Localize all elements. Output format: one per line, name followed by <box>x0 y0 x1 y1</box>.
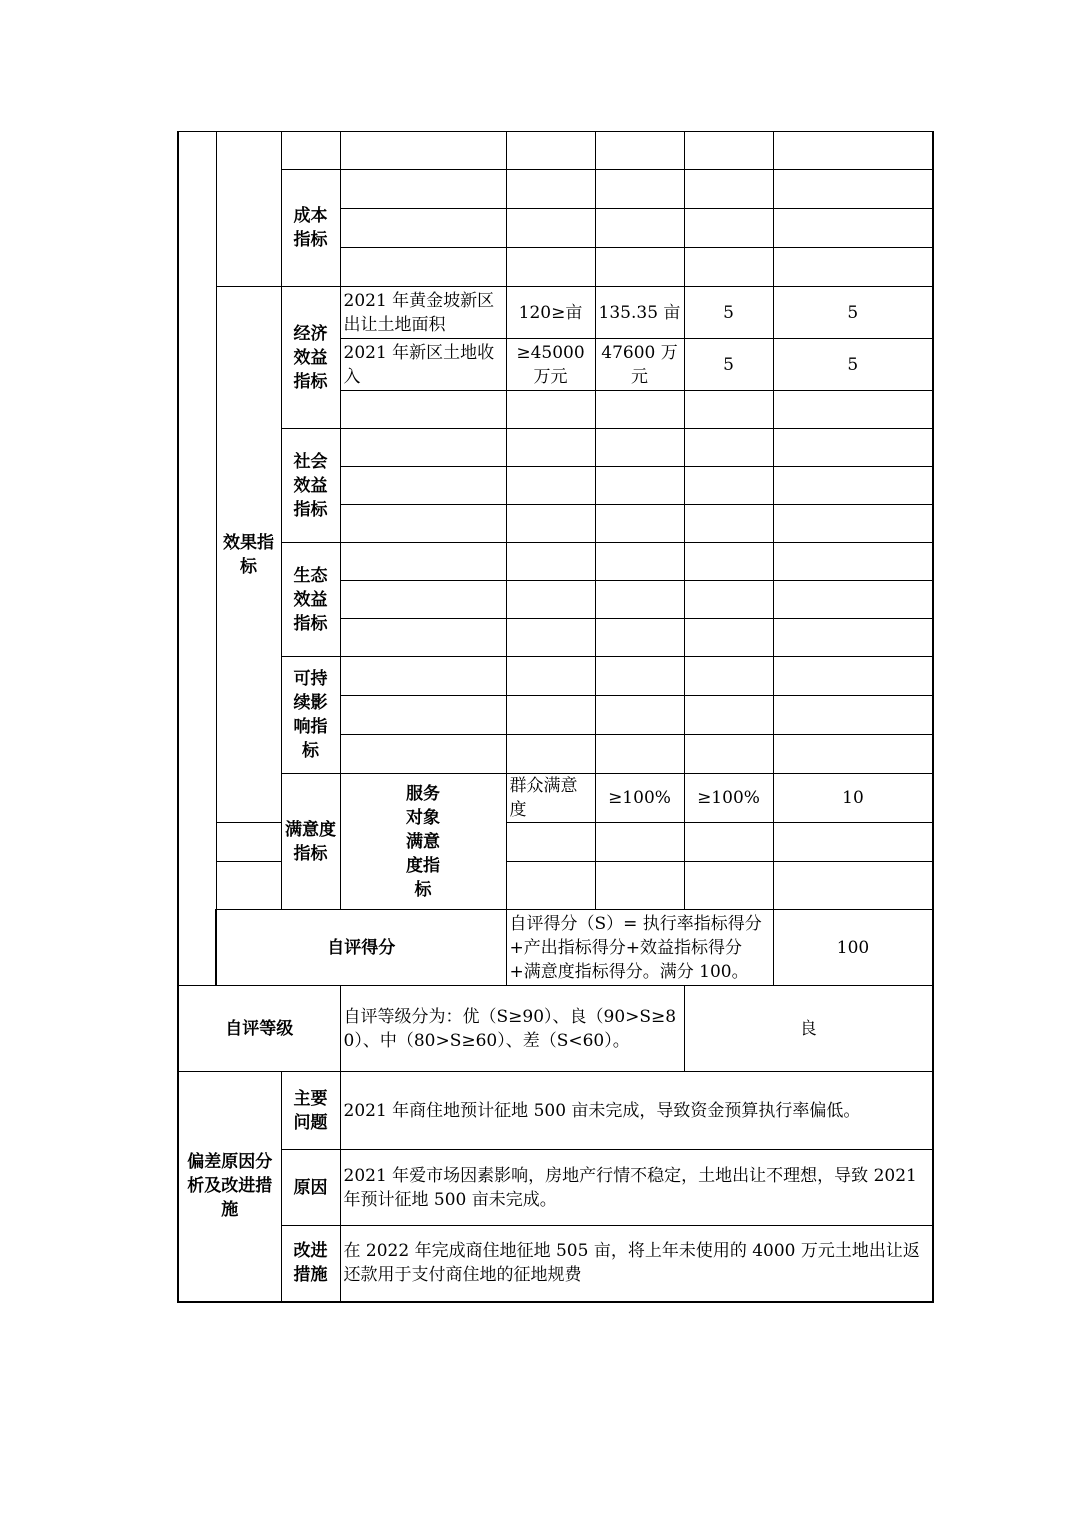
empty-cell <box>595 543 684 581</box>
empty-cell <box>595 170 684 209</box>
self-score-label: 自评得分 <box>216 910 506 986</box>
indicator-target: ≥45000 万元 <box>506 339 595 391</box>
service-target-satisfaction-label: 服务 对象 满意 度指 标 <box>340 774 506 910</box>
indicator-actual: 135.35 亩 <box>595 287 684 339</box>
empty-cell <box>506 209 595 248</box>
self-grade-rule: 自评等级分为：优（S≥90）、良（90>S≥80）、中（80>S≥60）、差（S<60）。 <box>340 986 684 1072</box>
indicator-name: 群众满意度 <box>506 774 595 823</box>
empty-cell <box>595 657 684 696</box>
indicator-target: 120≥亩 <box>506 287 595 339</box>
empty-cell <box>340 391 506 429</box>
empty-cell <box>684 619 773 657</box>
empty-cell <box>506 696 595 735</box>
empty-cell <box>773 248 933 287</box>
empty-cell <box>340 429 506 467</box>
empty-cell <box>595 429 684 467</box>
empty-cell <box>340 132 506 170</box>
empty-cell <box>340 170 506 209</box>
empty-cell <box>340 581 506 619</box>
empty-cell <box>595 823 684 862</box>
empty-cell <box>340 657 506 696</box>
self-score-full: 100 <box>773 910 933 986</box>
self-score-formula: 自评得分（S）= 执行率指标得分+产出指标得分+效益指标得分+满意度指标得分。满分 100。 <box>506 910 773 986</box>
empty-cell <box>506 467 595 505</box>
empty-cell <box>595 619 684 657</box>
empty-cell <box>684 132 773 170</box>
empty-cell <box>340 467 506 505</box>
self-grade-label: 自评等级 <box>178 986 340 1072</box>
deviation-analysis-label: 偏差原因分析及改进措施 <box>178 1072 281 1302</box>
indicator-actual: 47600 万元 <box>595 339 684 391</box>
performance-evaluation-table <box>177 131 934 1303</box>
economic-benefit-label: 经济 效益 指标 <box>281 287 340 429</box>
empty-cell <box>684 862 773 910</box>
empty-cell <box>216 862 281 910</box>
indicator-name: 2021 年黄金坡新区出让土地面积 <box>340 287 506 339</box>
empty-cell <box>216 823 281 862</box>
empty-cell <box>684 391 773 429</box>
empty-cell <box>684 543 773 581</box>
empty-cell <box>773 209 933 248</box>
main-issue-text: 2021 年商住地预计征地 500 亩未完成，导致资金预算执行率偏低。 <box>340 1072 933 1150</box>
empty-cell <box>684 735 773 774</box>
empty-cell <box>773 657 933 696</box>
empty-cell <box>595 505 684 543</box>
indicator-weight: 5 <box>684 287 773 339</box>
empty-cell <box>506 505 595 543</box>
indicator-actual: ≥100% <box>684 774 773 823</box>
continued-subcategory-cell <box>281 132 340 170</box>
measures-text: 在 2022 年完成商住地征地 505 亩，将上年未使用的 4000 万元土地出让返还款用于支付商住地的征地规费 <box>340 1226 933 1302</box>
empty-cell <box>595 696 684 735</box>
empty-cell <box>340 735 506 774</box>
empty-cell <box>773 505 933 543</box>
empty-cell <box>684 467 773 505</box>
empty-cell <box>684 248 773 287</box>
empty-cell <box>684 696 773 735</box>
empty-cell <box>773 170 933 209</box>
empty-cell <box>340 505 506 543</box>
empty-cell <box>506 132 595 170</box>
indicator-name: 2021 年新区土地收入 <box>340 339 506 391</box>
empty-cell <box>506 543 595 581</box>
empty-cell <box>506 170 595 209</box>
sustainable-impact-label: 可持 续影 响指 标 <box>281 657 340 774</box>
empty-cell <box>506 862 595 910</box>
empty-cell <box>340 543 506 581</box>
empty-cell <box>684 505 773 543</box>
indicator-score: 5 <box>773 339 933 391</box>
reason-text: 2021 年爱市场因素影响，房地产行情不稳定，土地出让不理想，导致 2021 年预计征地 500 亩未完成。 <box>340 1150 933 1226</box>
empty-cell <box>506 823 595 862</box>
empty-cell <box>773 391 933 429</box>
outer-left-spacer <box>178 132 216 986</box>
effect-indicator-label: 效果指 标 <box>216 287 281 823</box>
empty-cell <box>773 429 933 467</box>
empty-cell <box>773 581 933 619</box>
measures-label: 改进 措施 <box>281 1226 340 1302</box>
empty-cell <box>595 209 684 248</box>
indicator-score: 5 <box>773 287 933 339</box>
ecological-benefit-label: 生态 效益 指标 <box>281 543 340 657</box>
indicator-weight: 5 <box>684 339 773 391</box>
empty-cell <box>595 132 684 170</box>
empty-cell <box>684 823 773 862</box>
self-grade-value: 良 <box>684 986 933 1072</box>
indicator-weight: 10 <box>773 774 933 823</box>
empty-cell <box>506 429 595 467</box>
empty-cell <box>340 209 506 248</box>
empty-cell <box>595 248 684 287</box>
empty-cell <box>684 429 773 467</box>
empty-cell <box>595 862 684 910</box>
empty-cell <box>773 467 933 505</box>
empty-cell <box>506 581 595 619</box>
social-benefit-label: 社会 效益 指标 <box>281 429 340 543</box>
empty-cell <box>684 657 773 696</box>
empty-cell <box>506 248 595 287</box>
empty-cell <box>773 696 933 735</box>
empty-cell <box>340 696 506 735</box>
empty-cell <box>595 581 684 619</box>
empty-cell <box>773 735 933 774</box>
reason-label: 原因 <box>281 1150 340 1226</box>
empty-cell <box>773 132 933 170</box>
empty-cell <box>506 657 595 696</box>
empty-cell <box>506 391 595 429</box>
empty-cell <box>684 170 773 209</box>
indicator-target: ≥100% <box>595 774 684 823</box>
empty-cell <box>340 619 506 657</box>
empty-cell <box>595 391 684 429</box>
main-issue-label: 主要 问题 <box>281 1072 340 1150</box>
cost-indicator-label: 成本 指标 <box>281 170 340 287</box>
empty-cell <box>506 619 595 657</box>
satisfaction-indicator-label: 满意度 指标 <box>281 774 340 910</box>
empty-cell <box>773 619 933 657</box>
empty-cell <box>595 467 684 505</box>
empty-cell <box>684 209 773 248</box>
empty-cell <box>595 735 684 774</box>
empty-cell <box>773 823 933 862</box>
empty-cell <box>340 248 506 287</box>
empty-cell <box>773 543 933 581</box>
continued-category-cell <box>216 132 281 287</box>
empty-cell <box>773 862 933 910</box>
empty-cell <box>684 581 773 619</box>
empty-cell <box>506 735 595 774</box>
